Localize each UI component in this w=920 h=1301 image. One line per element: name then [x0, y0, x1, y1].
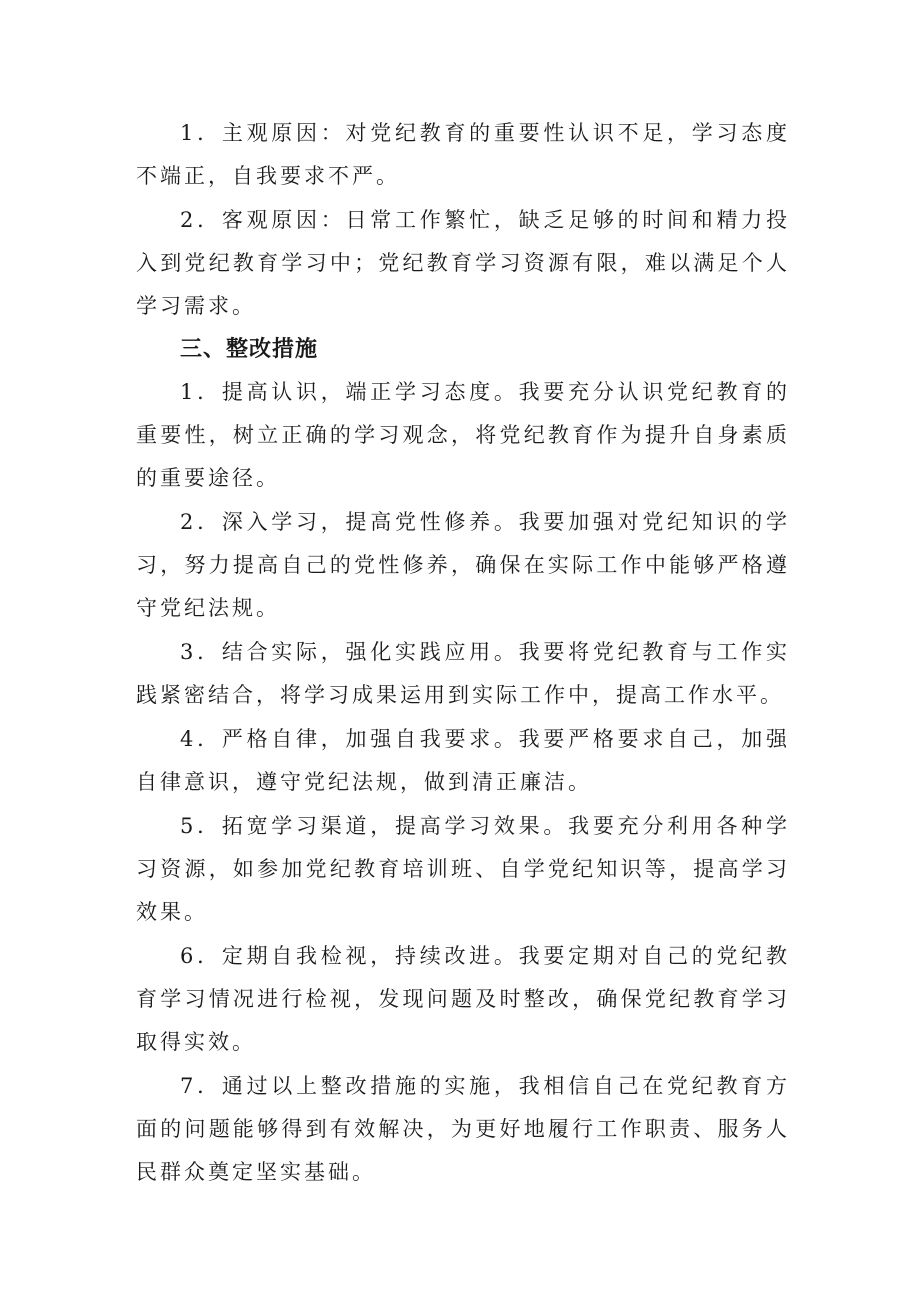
measure-paragraph-7: 7．通过以上整改措施的实施，我相信自己在党纪教育方面的问题能够得到有效解决，为更好地履行工作职责、服务人民群众奠定坚实基础。: [136, 1074, 790, 1184]
cause-paragraph-objective: 2．客观原因：日常工作繁忙，缺乏足够的时间和精力投入到党纪教育学习中；党纪教育学习资源有限，难以满足个人学习需求。: [136, 208, 790, 318]
measure-paragraph-2: 2．深入学习，提高党性修养。我要加强对党纪知识的学习，努力提高自己的党性修养，确保在实际工作中能够严格遵守党纪法规。: [136, 510, 790, 620]
cause-paragraph-subjective: 1．主观原因：对党纪教育的重要性认识不足，学习态度不端正，自我要求不严。: [136, 121, 790, 188]
measure-paragraph-5: 5．拓宽学习渠道，提高学习效果。我要充分利用各种学习资源，如参加党纪教育培训班、自学党纪知识等，提高学习效果。: [136, 814, 790, 924]
measure-paragraph-1: 1．提高认识，端正学习态度。我要充分认识党纪教育的重要性，树立正确的学习观念，将党纪教育作为提升自身素质的重要途径。: [136, 380, 790, 490]
measure-paragraph-4: 4．严格自律，加强自我要求。我要严格要求自己，加强自律意识，遵守党纪法规，做到清正廉洁。: [136, 727, 790, 794]
measure-paragraph-3: 3．结合实际，强化实践应用。我要将党纪教育与工作实践紧密结合，将学习成果运用到实际工作中，提高工作水平。: [136, 640, 790, 707]
document-body: [136, 112, 790, 1194]
section-heading: 三、整改措施: [180, 337, 319, 362]
measure-paragraph-6: 6．定期自我检视，持续改进。我要定期对自己的党纪教育学习情况进行检视，发现问题及时整改，确保党纪教育学习取得实效。: [136, 944, 790, 1054]
